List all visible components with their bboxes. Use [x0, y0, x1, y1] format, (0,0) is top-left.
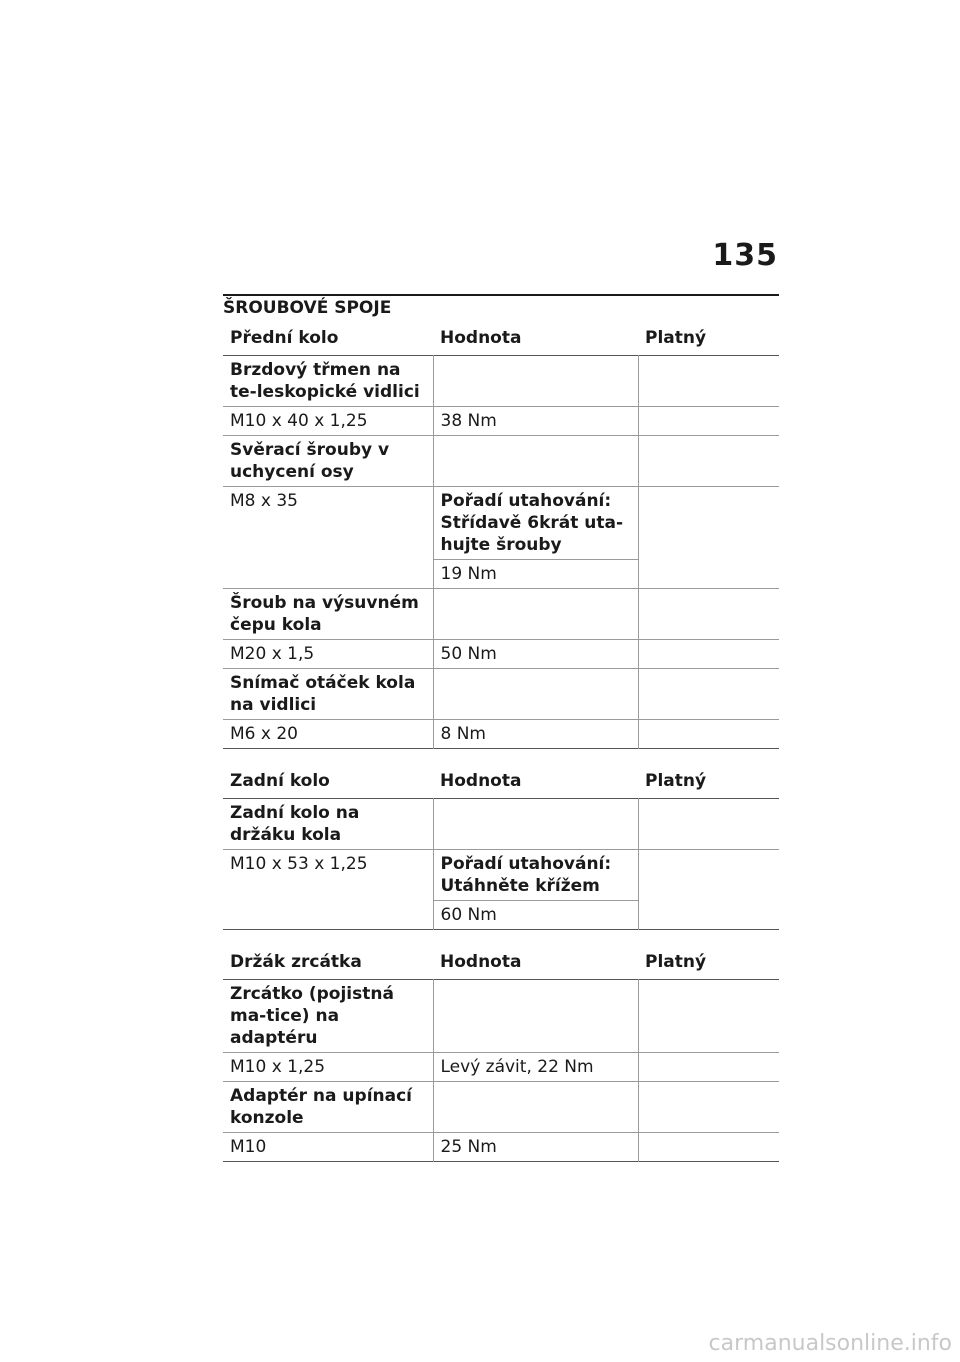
table-header-row — [223, 946, 779, 980]
table-header-row — [223, 322, 779, 356]
component-title: Šroub na výsuvném čepu kola — [230, 593, 419, 635]
table-row — [223, 669, 779, 720]
bolt-spec: M10 x 1,25 — [230, 1057, 326, 1077]
table-row — [223, 1082, 779, 1133]
header-valid: Platný — [645, 952, 707, 972]
table-mirror-holder — [223, 946, 779, 1162]
torque-value: 19 Nm — [433, 560, 638, 589]
table-row — [223, 589, 779, 640]
torque-value: 25 Nm — [433, 1133, 638, 1162]
tightening-note: Pořadí utahování: Utáhněte křížem — [433, 850, 638, 901]
bolt-spec: M6 x 20 — [230, 724, 298, 744]
table-row — [223, 487, 779, 560]
table-row — [223, 640, 779, 669]
page-number: 135 — [712, 238, 778, 273]
table-row — [223, 980, 779, 1053]
component-title: Zrcátko (pojistná ma-tice) na adaptéru — [230, 984, 394, 1048]
header-component: Držák zrcátka — [230, 952, 362, 972]
table-rear-wheel — [223, 765, 779, 930]
table-row — [223, 720, 779, 749]
table-header-row — [223, 765, 779, 799]
table-front-wheel — [223, 322, 779, 749]
bolt-spec: M10 x 40 x 1,25 — [230, 411, 368, 431]
bolt-spec: M8 x 35 — [230, 491, 298, 511]
header-component: Zadní kolo — [230, 771, 330, 791]
table-row — [223, 407, 779, 436]
torque-value: 60 Nm — [433, 901, 638, 930]
tightening-note: Pořadí utahování: Střídavě 6krát uta-hujte šrouby — [433, 487, 638, 560]
table-row — [223, 436, 779, 487]
component-title: Brzdový třmen na te-leskopické vidlici — [230, 360, 420, 402]
component-title: Adaptér na upínací konzole — [230, 1086, 412, 1128]
table-row — [223, 1133, 779, 1162]
component-title: Zadní kolo na držáku kola — [230, 803, 360, 845]
bolt-spec: M10 — [230, 1137, 267, 1157]
section-title: ŠROUBOVÉ SPOJE — [223, 298, 392, 318]
header-component: Přední kolo — [230, 328, 339, 348]
header-value: Hodnota — [440, 952, 522, 972]
table-row — [223, 1053, 779, 1082]
header-valid: Platný — [645, 328, 707, 348]
table-row — [223, 799, 779, 850]
bolt-spec: M10 x 53 x 1,25 — [230, 854, 368, 874]
table-row — [223, 356, 779, 407]
header-valid: Platný — [645, 771, 707, 791]
section-divider — [223, 294, 779, 296]
torque-value: 38 Nm — [433, 407, 638, 436]
table-row — [223, 850, 779, 901]
torque-tables — [223, 322, 779, 1162]
header-value: Hodnota — [440, 328, 522, 348]
component-title: Svěrací šrouby v uchycení osy — [230, 440, 390, 482]
torque-value: 50 Nm — [433, 640, 638, 669]
header-value: Hodnota — [440, 771, 522, 791]
component-title: Snímač otáček kola na vidlici — [230, 673, 416, 715]
bolt-spec: M20 x 1,5 — [230, 644, 315, 664]
torque-value: Levý závit, 22 Nm — [433, 1053, 638, 1082]
watermark: carmanualsonline.info — [708, 1331, 952, 1356]
torque-value: 8 Nm — [433, 720, 638, 749]
